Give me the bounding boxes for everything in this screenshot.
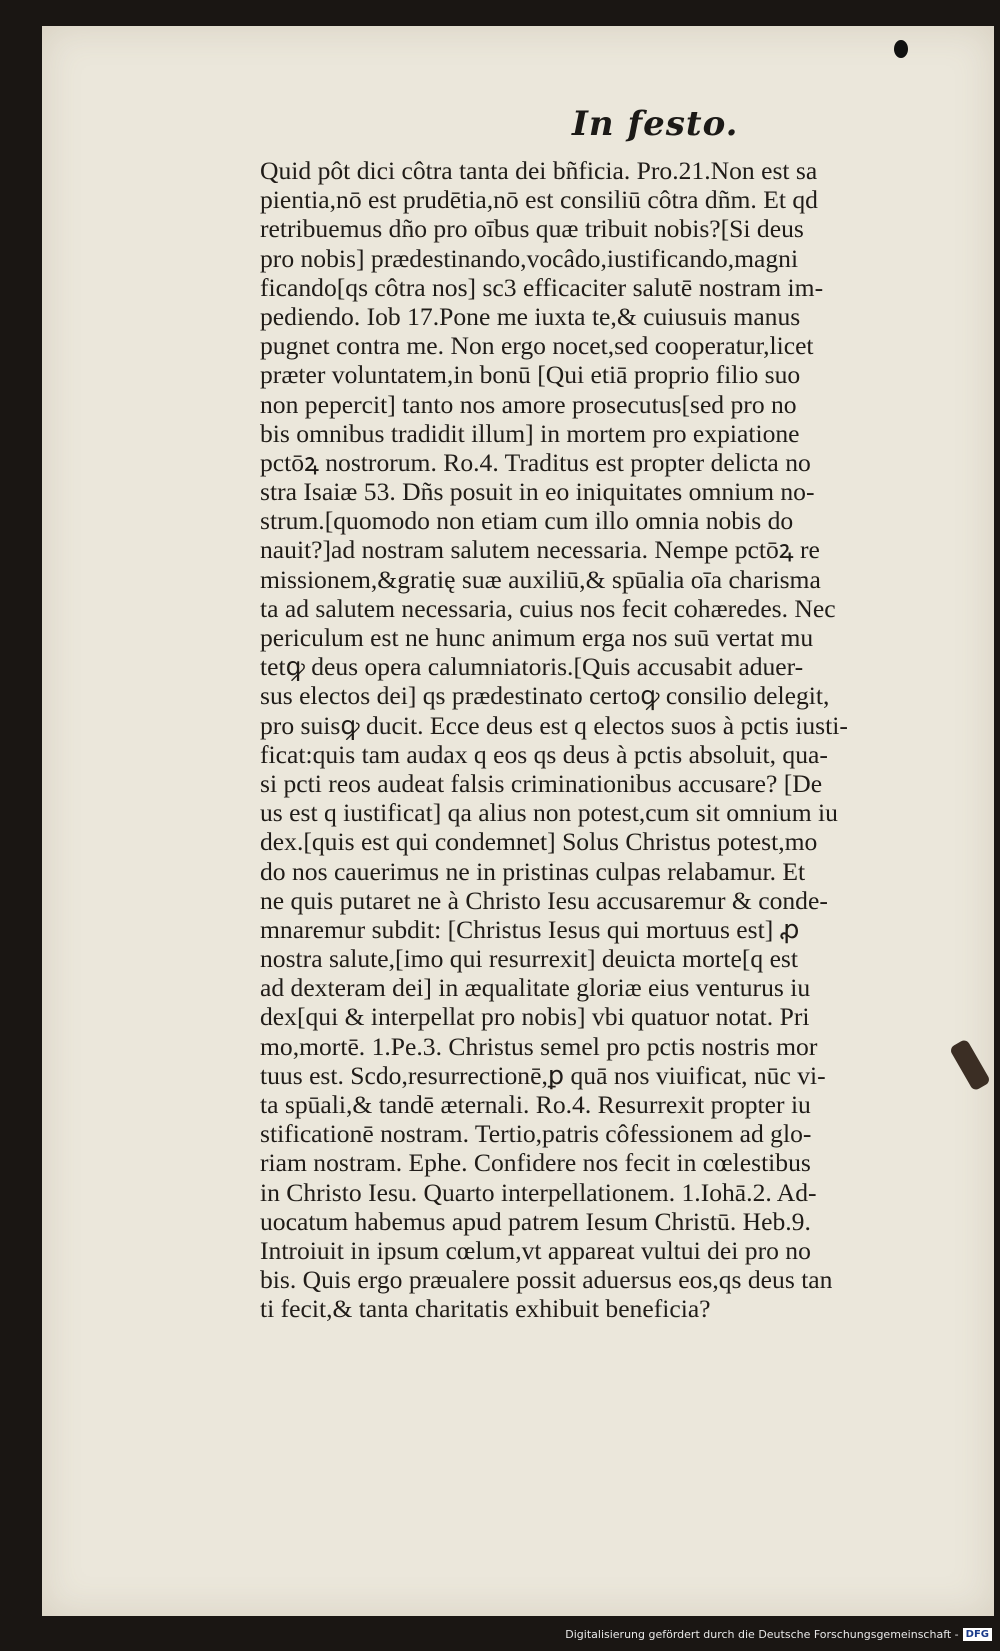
text-line: strum.[quomodo non etiam cum illo omnia nobis do bbox=[260, 506, 794, 536]
text-line: us est q iustificat] qa alius non potest,cum sit omnium iu bbox=[260, 798, 838, 828]
text-line: sus electos dei] qs prædestinato certoꝙ consilio delegit, bbox=[260, 681, 830, 711]
text-line: ficando[qs côtra nos] sc3 efficaciter salutē nostram im- bbox=[260, 272, 824, 302]
text-line: ta spūali,& tandē æternali. Ro.4. Resurrexit propter iu bbox=[260, 1090, 811, 1119]
body-text bbox=[260, 156, 950, 1324]
text-line: mnaremur subdit: [Christus Iesus qui mortuus est] ꝓ bbox=[260, 914, 800, 944]
text-line: retribuemus dño pro oībus quæ tribuit nobis?[Si deus bbox=[260, 214, 804, 244]
text-line: ta ad salutem necessaria, cuius nos fecit cohæredes. Nec bbox=[260, 593, 836, 623]
funding-text: Digitalisierung gefördert durch die Deutsche Forschungsgemeinschaft - bbox=[565, 1628, 959, 1641]
funding-notice bbox=[565, 1628, 992, 1641]
text-line: stificationē nostram. Tertio,patris côfessionem ad glo- bbox=[260, 1119, 812, 1149]
text-line: Introiuit in ipsum cœlum,vt appareat vultui dei pro no bbox=[260, 1235, 811, 1265]
text-line: non pepercit] tanto nos amore prosecutus[sed pro no bbox=[260, 389, 797, 419]
text-line: pugnet contra me. Non ergo nocet,sed cooperatur,licet bbox=[260, 331, 814, 361]
text-line: præter voluntatem,in bonū [Qui etiā proprio filio suo bbox=[260, 360, 801, 390]
text-line: ne quis putaret ne à Christo Iesu accusaremur & conde- bbox=[260, 885, 828, 915]
text-line: nostra salute,[imo qui resurrexit] deuicta morte[q est bbox=[260, 944, 799, 974]
document-page bbox=[42, 26, 994, 1616]
dfg-logo: DFG bbox=[963, 1628, 992, 1641]
text-line: uocatum habemus apud patrem Iesum Christū. Heb.9. bbox=[260, 1206, 811, 1236]
text-line: tuus est. Scdo,resurrectionē,ꝑ quā nos viuificat, nūc vi- bbox=[260, 1060, 826, 1090]
text-line: pctōꝝ nostrorum. Ro.4. Traditus est propter delicta no bbox=[260, 447, 811, 477]
text-line: do nos cauerimus ne in pristinas culpas relabamur. Et bbox=[260, 856, 806, 886]
text-line: bis omnibus tradidit illum] in mortem pro expiatione bbox=[260, 418, 800, 448]
text-line: riam nostram. Ephe. Confidere nos fecit in cœlestibus bbox=[260, 1148, 811, 1178]
text-line: in Christo Iesu. Quarto interpellationem. 1.Iohā.2. Ad- bbox=[260, 1177, 817, 1207]
running-header: In festo. bbox=[572, 104, 739, 144]
text-line: pediendo. Iob 17.Pone me iuxta te,& cuiusuis manus bbox=[260, 301, 801, 331]
text-line: pro suisꝙ ducit. Ecce deus est q electos suos à pctis iusti- bbox=[260, 710, 848, 740]
text-line: periculum est ne hunc animum erga nos suū vertat mu bbox=[260, 623, 814, 652]
text-line: ti fecit,& tanta charitatis exhibuit beneficia? bbox=[260, 1294, 711, 1324]
text-line: bis. Quis ergo præualere possit aduersus eos,qs deus tan bbox=[260, 1265, 833, 1295]
text-line: si pcti reos audeat falsis criminationibus accusare? [De bbox=[260, 768, 823, 798]
text-line: stra Isaiæ 53. Dñs posuit in eo iniquitates omnium no- bbox=[260, 477, 815, 507]
text-line: mo,mortē. 1.Pe.3. Christus semel pro pctis nostris mor bbox=[260, 1031, 818, 1061]
text-line: Quid pôt dici côtra tanta dei bñficia. Pro.21.Non est sa bbox=[260, 156, 818, 185]
text-line: dex.[quis est qui condemnet] Solus Christus potest,mo bbox=[260, 827, 818, 857]
text-line: ad dexteram dei] in æqualitate gloriæ eius venturus iu bbox=[260, 973, 811, 1003]
text-line: dex[qui & interpellat pro nobis] vbi quatuor notat. Pri bbox=[260, 1002, 810, 1032]
ink-blot bbox=[894, 40, 908, 58]
text-line: pientia,nō est prudētia,nō est consiliū côtra dñm. Et qd bbox=[260, 185, 818, 215]
text-line: ficat:quis tam audax q eos qs deus à pctis absoluit, qua- bbox=[260, 739, 828, 769]
text-line: tetꝙ deus opera calumniatoris.[Quis accusabit aduer- bbox=[260, 652, 804, 682]
text-line: missionem,&gratię suæ auxiliū,& spūalia oīa charisma bbox=[260, 564, 821, 594]
text-line: nauit?]ad nostram salutem necessaria. Nempe pctōꝝ re bbox=[260, 535, 820, 565]
text-line: pro nobis] prædestinando,vocâdo,iustificando,magni bbox=[260, 243, 799, 273]
